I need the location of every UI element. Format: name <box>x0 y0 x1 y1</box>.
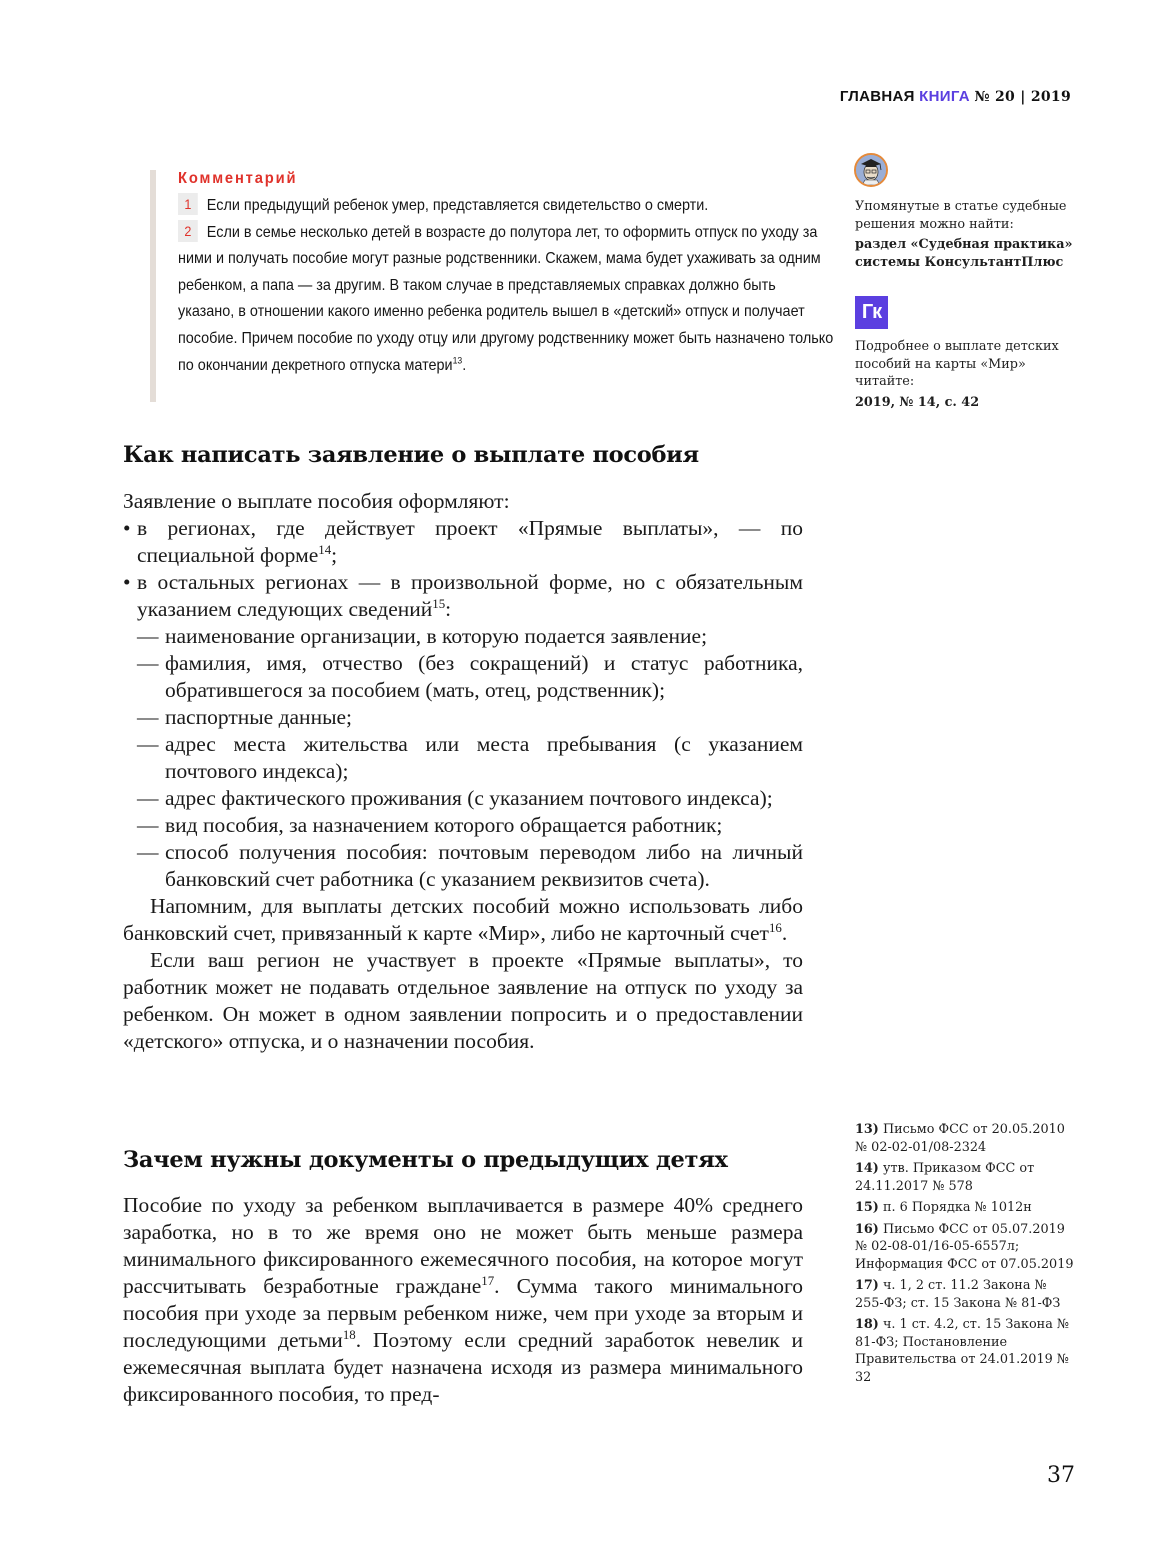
footnote-ref[interactable]: 18 <box>342 1327 356 1342</box>
paragraph <box>123 893 803 947</box>
comment-item-text: Если предыдущий ребенок умер, представляется свидетельство о смерти. <box>206 197 709 214</box>
comment-item-number: 2 <box>178 220 198 242</box>
footnote-text: п. 6 Порядка № 1012н <box>882 1200 1032 1215</box>
footnote-item <box>855 1221 1075 1274</box>
dash-marker: — <box>137 651 159 675</box>
comment-title: Комментарий <box>178 170 298 187</box>
dash-marker: — <box>137 840 159 864</box>
paragraph: Если ваш регион не участвует в проекте «Прямые выплаты», то работник может не подавать отдельное заявление на отпуск по уходу за ребенком. Он может в одном заявлении попросить и о предоставлении «детского» отпуска, и о назначении пособия. <box>123 948 803 1053</box>
footnote-ref[interactable]: 15 <box>432 596 446 611</box>
dash-text: адрес места жительства или места пребывания (с указанием почтового индекса); <box>165 732 803 783</box>
footnote-number: 15) <box>855 1200 879 1215</box>
dash-marker: — <box>137 732 159 756</box>
dash-item <box>123 812 803 839</box>
punctuation: . <box>781 921 788 945</box>
section-heading-application: Как написать заявление о выплате пособия <box>123 442 699 468</box>
paragraph-text: Напомним, для выплаты детских пособий можно использовать либо банковский счет, привязанный к карте «Мир», либо не карточный счет <box>123 894 803 945</box>
footnote-text: ч. 1, 2 ст. 11.2 Закона № 255-ФЗ; ст. 15 Закона № 81-ФЗ <box>855 1278 1061 1311</box>
dash-marker: — <box>137 705 159 729</box>
punctuation: : <box>445 597 452 621</box>
dash-item <box>123 623 803 650</box>
paragraph <box>123 1192 803 1408</box>
dash-item <box>123 839 803 893</box>
footnote-item <box>855 1160 1075 1195</box>
bullet-item <box>123 515 803 569</box>
sidebar-note-text: Подробнее о выплате детских пособий на карты «Мир» читайте: <box>855 339 1059 389</box>
footnotes-list <box>855 1121 1075 1390</box>
sidebar-note-text: Упомянутые в статье судебные решения можно найти: <box>855 199 1067 232</box>
paragraph-text: . Поэтому если средний заработок невелик и ежемесячная выплата будет назначена исходя из размера минимального фиксированного пособия, то пред- <box>123 1328 803 1406</box>
comment-item <box>178 193 835 220</box>
section1-body <box>123 488 803 1055</box>
dash-text: адрес фактического проживания (с указанием почтового индекса); <box>165 786 773 810</box>
comment-body <box>178 193 835 379</box>
footnote-number: 16) <box>855 1221 879 1237</box>
footnote-ref[interactable]: 14 <box>318 542 332 557</box>
bullet-item <box>123 569 803 623</box>
section-heading-previous-children: Зачем нужны документы о предыдущих детях <box>123 1147 728 1173</box>
bullet-marker: • <box>123 516 131 540</box>
page-number: 37 <box>1047 1463 1075 1488</box>
dash-text: вид пособия, за назначением которого обращается работник; <box>165 813 723 837</box>
dash-text: способ получения пособия: почтовым переводом либо на личный банковский счет работника (с указанием реквизитов счета). <box>165 840 803 891</box>
paragraph-text: Пособие по уходу за ребенком выплачивается в размере 40% среднего заработка, но в то же время оно не может быть меньше размера минимального фиксированного ежемесячного пособия, на которое могут рассчитывать безработные граждане <box>123 1193 803 1298</box>
footnote-text: Письмо ФСС от 05.07.2019 № 02-08-01/16-05-6557л; Информация ФСС от 07.05.2019 <box>855 1221 1074 1272</box>
footnote-number: 17) <box>855 1278 879 1293</box>
dash-item <box>123 785 803 812</box>
sidebar-note-mir-cards <box>855 338 1075 411</box>
comment-item-text: Если в семье несколько детей в возрасте до полутора лет, то оформить отпуск по уходу за ними и получать пособие могут разные родственники. Скажем, мама будет ухаживать за одним ребенком, а папа — за другим. В таком случае в представляемых справках должно быть указано, в отношении какого именно ребенка родитель вышел в «детский» отпуск и получает пособие. Причем пособие по уходу отцу или другому родственнику может быть назначено только по окончании декретного отпуска матери <box>178 223 834 374</box>
dash-text: наименование организации, в которую подается заявление; <box>165 624 708 648</box>
sidebar-note-court-decisions <box>855 198 1075 271</box>
consultant-avatar-icon <box>854 153 888 187</box>
bullet-marker: • <box>123 570 131 594</box>
dash-marker: — <box>137 786 159 810</box>
footnote-text: утв. Приказом ФСС от 24.11.2017 № 578 <box>855 1161 1035 1194</box>
dash-item <box>123 650 803 704</box>
brand-name-part2: КНИГА <box>919 88 970 105</box>
footnote-item <box>855 1199 1075 1217</box>
sidebar-note-reference[interactable]: раздел «Судебная практика» системы КонсультантПлюс <box>855 237 1073 270</box>
footnote-text: Письмо ФСС от 20.05.2010 № 02-02-01/08-2324 <box>855 1122 1065 1155</box>
bullet-text: в регионах, где действует проект «Прямые выплаты», — по специальной форме <box>137 516 803 567</box>
paragraph-text: . Сумма такого минимального пособия при уходе за первым ребенком ниже, чем при уходе за вторым и последующими детьми <box>123 1274 804 1352</box>
footnote-ref[interactable]: 16 <box>768 920 782 935</box>
footnote-text: ч. 1 ст. 4.2, ст. 15 Закона № 81-ФЗ; Постановление Правительства от 24.01.2019 № 32 <box>855 1317 1070 1385</box>
dash-marker: — <box>137 624 159 648</box>
footnote-ref[interactable]: 13 <box>452 355 463 367</box>
dash-item <box>123 731 803 785</box>
footnote-item <box>855 1121 1075 1156</box>
section2-body <box>123 1192 803 1408</box>
masthead <box>840 88 1071 105</box>
footnote-number: 13) <box>855 1122 879 1137</box>
issue-number: № 20 | 2019 <box>974 89 1071 105</box>
comment-accent-bar <box>150 170 156 402</box>
dash-text: фамилия, имя, отчество (без сокращений) и статус работника, обратившегося за пособием (мать, отец, родственник); <box>165 651 803 702</box>
punctuation: ; <box>331 543 338 567</box>
gk-logo-icon: Гк <box>855 296 888 329</box>
footnote-item <box>855 1316 1075 1386</box>
bullet-text: в остальных регионах — в произвольной форме, но с обязательным указанием следующих сведений <box>137 570 803 621</box>
dash-item <box>123 704 803 731</box>
footnote-item <box>855 1277 1075 1312</box>
brand-name-part1: ГЛАВНАЯ <box>839 88 915 105</box>
footnote-ref[interactable]: 17 <box>481 1273 495 1288</box>
footnote-number: 18) <box>855 1317 879 1332</box>
dash-text: паспортные данные; <box>165 705 353 729</box>
punctuation: . <box>462 356 467 374</box>
section1-intro: Заявление о выплате пособия оформляют: <box>123 489 510 513</box>
comment-item <box>178 220 835 380</box>
comment-item-number: 1 <box>178 193 198 215</box>
sidebar-note-reference[interactable]: 2019, № 14, с. 42 <box>855 394 980 410</box>
dash-marker: — <box>137 813 159 837</box>
footnote-number: 14) <box>855 1161 879 1176</box>
comment-box <box>150 168 838 379</box>
